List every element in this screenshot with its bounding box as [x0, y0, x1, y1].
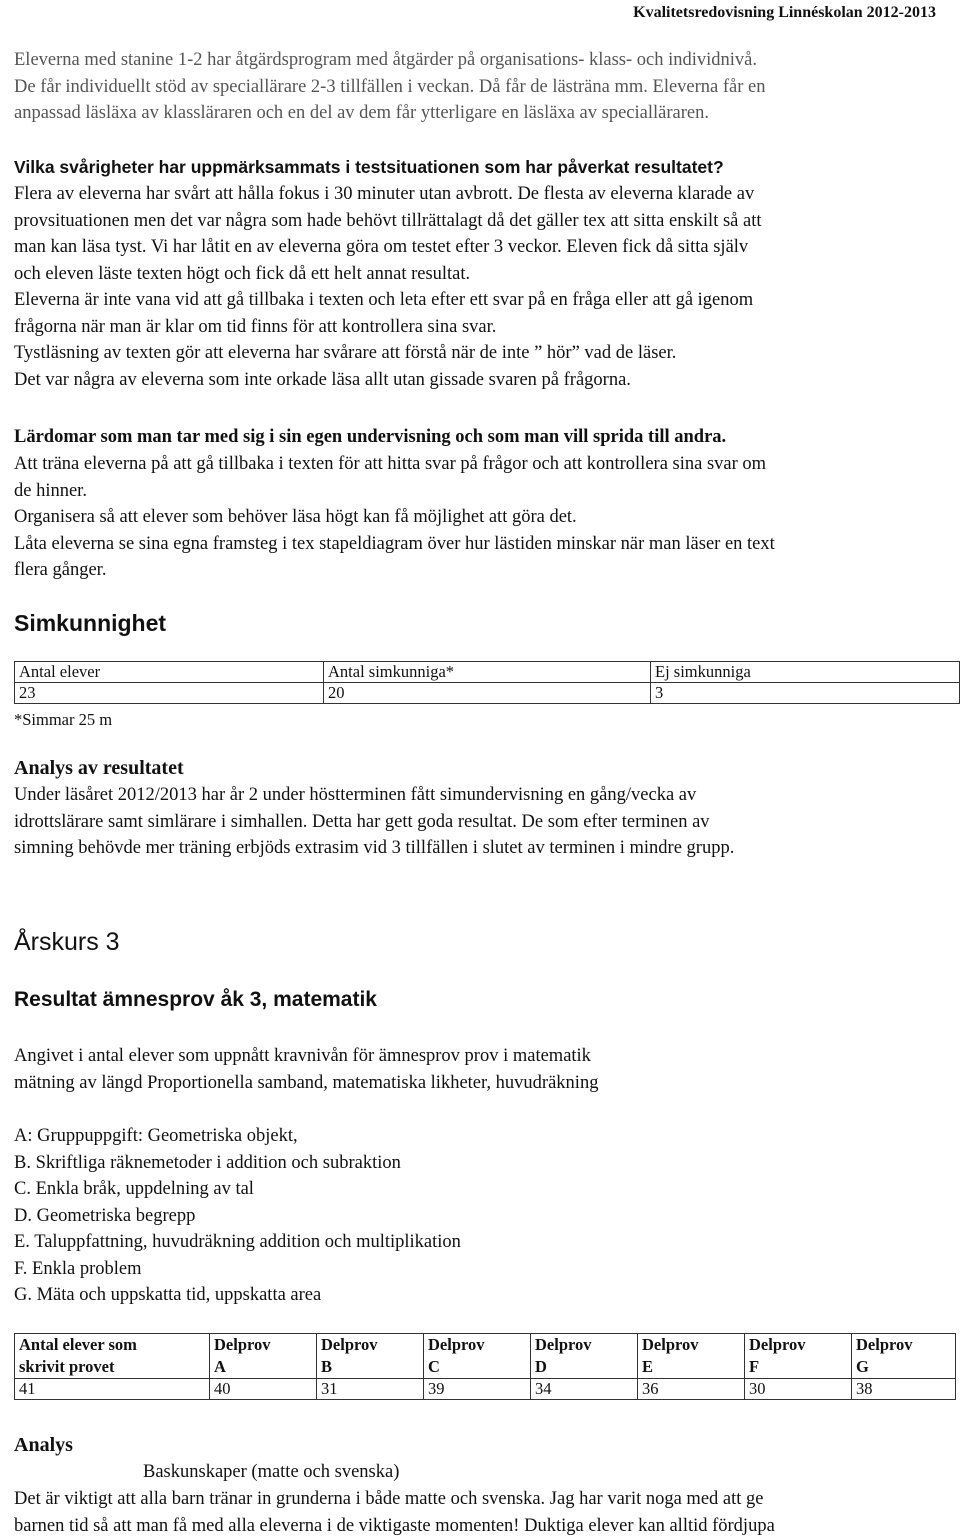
lessons-body	[14, 451, 775, 584]
lesson-line: Låta eleverna se sina egna framsteg i tex stapeldiagram över hur lästiden minskar när man läser en text	[14, 533, 775, 554]
table-header-cell: Delprov D	[531, 1334, 638, 1379]
document-header: Kvalitetsredovisning Linnéskolan 2012-2013	[633, 4, 936, 21]
list-item: F. Enkla problem	[14, 1258, 142, 1279]
lesson-line: flera gånger.	[14, 560, 107, 580]
grade3-heading: Årskurs 3	[14, 928, 120, 956]
table-header-cell: Antal elever	[15, 662, 324, 683]
table-cell: 23	[15, 683, 324, 704]
table-header-cell: Delprov C	[424, 1334, 531, 1379]
analysis2-heading: Analys	[14, 1434, 73, 1456]
table-cell: 20	[324, 683, 651, 704]
list-item: B. Skriftliga räknemetoder i addition och subraktion	[14, 1152, 401, 1173]
math-results-table	[14, 1333, 956, 1400]
swim-heading: Simkunnighet	[14, 610, 167, 636]
table-cell: 31	[317, 1379, 424, 1400]
list-item: A: Gruppuppgift: Geometriska objekt,	[14, 1126, 298, 1146]
table-row	[15, 683, 960, 704]
lessons-heading: Lärdomar som man tar med sig i sin egen undervisning och som man vill sprida till andra.	[14, 427, 727, 447]
answer-line: Eleverna är inte vana vid att gå tillbaka i texten och leta efter ett svar på en fråga eller att gå igenom	[14, 290, 754, 310]
analysis2-subheading: Baskunskaper (matte och svenska)	[143, 1462, 400, 1482]
table-row	[15, 1379, 956, 1400]
answer-line: Det var några av eleverna som inte orkade läsa allt utan gissade svaren på frågorna.	[14, 369, 631, 390]
table-cell: 36	[638, 1379, 745, 1400]
lesson-line: de hinner.	[14, 480, 87, 501]
list-item: D. Geometriska begrepp	[14, 1205, 196, 1226]
answer-line: Tystläsning av texten gör att eleverna har svårare att förstå när de inte ” hör” vad de läser.	[14, 343, 677, 363]
table-cell: 40	[210, 1379, 317, 1400]
analysis-body	[14, 782, 734, 862]
answer-line: Flera av eleverna har svårt att hålla fokus i 30 minuter utan avbrott. De flesta av eleverna klarade av	[14, 184, 755, 204]
grade3-parts-list	[14, 1123, 461, 1309]
list-item: E. Taluppfattning, huvudräkning addition och multiplikation	[14, 1232, 461, 1252]
question-answer	[14, 181, 761, 393]
table-cell: 34	[531, 1379, 638, 1400]
table-header-cell: Delprov B	[317, 1334, 424, 1379]
analysis-line: simning behövde mer träning erbjöds extrasim vid 3 tillfällen i slutet av terminen i mindre grupp.	[14, 838, 735, 858]
swim-table	[14, 661, 960, 704]
answer-line: frågorna när man är klar om tid finns för att kontrollera sina svar.	[14, 316, 497, 337]
table-cell: 38	[852, 1379, 956, 1400]
intro-line: Eleverna med stanine 1-2 har åtgärdsprogram med åtgärder på organisations- klass- och individnivå.	[14, 50, 758, 70]
answer-line: provsituationen men det var några som hade behövt tillrättalagt då det gäller tex att sitta enskilt så att	[14, 210, 762, 231]
analysis2-body	[14, 1486, 775, 1539]
grade3-description	[14, 1043, 598, 1096]
analysis-line: barnen tid så att man få med alla eleverna i de viktigaste momenten! Duktiga elever kan alltid fördjupa	[14, 1515, 775, 1536]
answer-line: man kan läsa tyst. Vi har låtit en av eleverna göra om testet efter 3 veckor. Eleven fick då sitta själv	[14, 237, 749, 257]
table-row	[15, 662, 960, 683]
intro-paragraph	[14, 47, 766, 127]
table-header-cell: Antal simkunniga*	[324, 662, 651, 683]
question-heading: Vilka svårigheter har uppmärksammats i testsituationen som har påverkat resultatet?	[14, 157, 724, 177]
desc-line: mätning av längd Proportionella samband, matematiska likheter, huvudräkning	[14, 1072, 599, 1093]
lesson-line: Organisera så att elever som behöver läsa högt kan få möjlighet att göra det.	[14, 507, 577, 527]
answer-line: och eleven läste texten högt och fick då ett helt annat resultat.	[14, 263, 471, 284]
analysis-heading: Analys av resultatet	[14, 757, 184, 779]
list-item: G. Mäta och uppskatta tid, uppskatta area	[14, 1285, 322, 1305]
table-header-cell: Delprov E	[638, 1334, 745, 1379]
desc-line: Angivet i antal elever som uppnått kravnivån för ämnesprov prov i matematik	[14, 1046, 591, 1066]
table-cell: 3	[651, 683, 960, 704]
list-item: C. Enkla bråk, uppdelning av tal	[14, 1179, 254, 1199]
table-header-cell: Delprov F	[745, 1334, 852, 1379]
analysis-line: idrottslärare samt simlärare i simhallen. Detta har gett goda resultat. De som efter terminen av	[14, 811, 710, 832]
lesson-line: Att träna eleverna på att gå tillbaka i texten för att hitta svar på frågor och att kontrollera sina svar om	[14, 454, 767, 474]
analysis-line: Det är viktigt att alla barn tränar in grunderna i både matte och svenska. Jag har varit noga med att ge	[14, 1489, 764, 1509]
analysis-line: Under läsåret 2012/2013 har år 2 under höstterminen fått simundervisning en gång/vecka av	[14, 785, 697, 805]
table-cell: 30	[745, 1379, 852, 1400]
table-header-cell: Delprov G	[852, 1334, 956, 1379]
intro-line: anpassad läsläxa av klassläraren och en del av dem får ytterligare en läsläxa av specialläraren.	[14, 103, 709, 123]
grade3-subheading: Resultat ämnesprov åk 3, matematik	[14, 988, 377, 1011]
table-header-cell: Ej simkunniga	[651, 662, 960, 683]
swim-footnote: *Simmar 25 m	[14, 710, 113, 729]
table-row	[15, 1334, 956, 1379]
table-cell: 39	[424, 1379, 531, 1400]
table-header-cell: Antal elever som skrivit provet	[15, 1334, 210, 1379]
intro-line: De får individuellt stöd av speciallärare 2-3 tillfällen i veckan. Då får de lästräna mm. Eleverna får en	[14, 76, 766, 97]
table-header-cell: Delprov A	[210, 1334, 317, 1379]
table-cell: 41	[15, 1379, 210, 1400]
